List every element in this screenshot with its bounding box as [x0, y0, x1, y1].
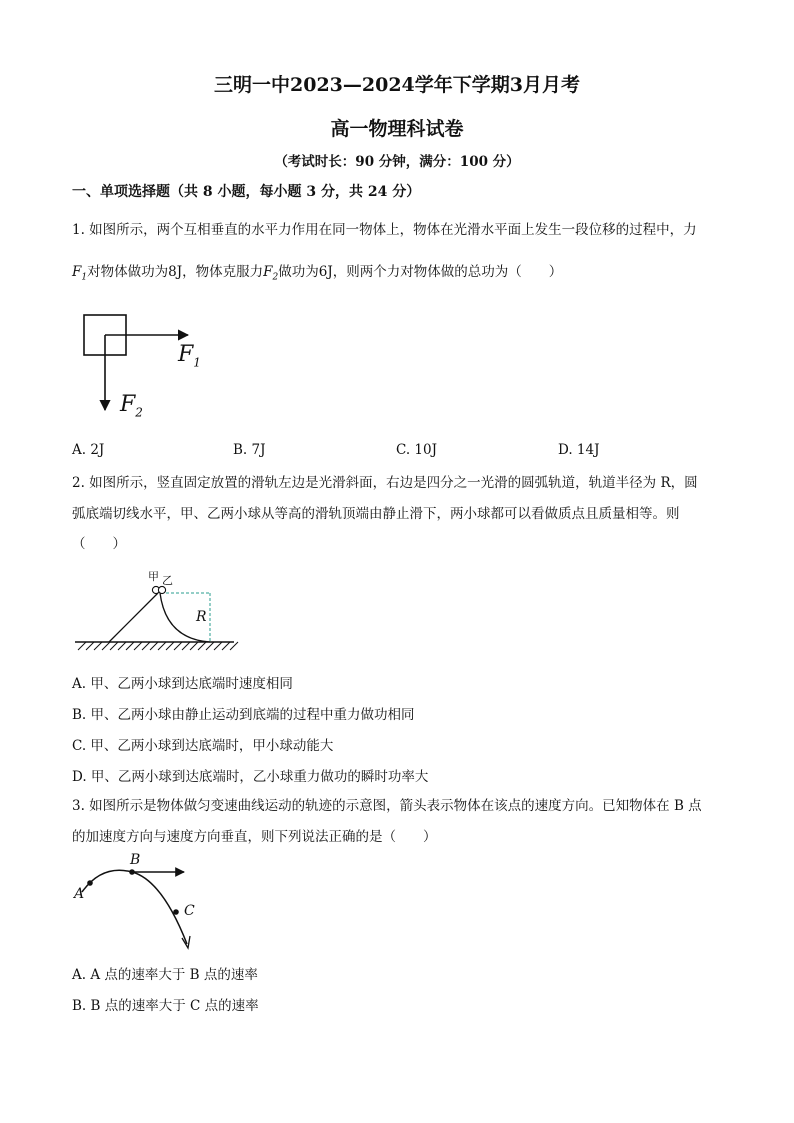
q3-trajectory-diagram [72, 852, 212, 952]
q2-line1: 2. 如图所示，竖直固定放置的滑轨左边是光滑斜面，右边是四分之一光滑的圆弧轨道，轨道半径为 R，圆 [72, 475, 698, 491]
q1-w2: 6J [318, 264, 333, 280]
q2-option-c[interactable]: C. 甲、乙两小球到达底端时，甲小球动能大 [72, 738, 334, 754]
q3-option-b[interactable]: B. B 点的速率大于 C 点的速率 [72, 998, 259, 1014]
q3-trajectory [82, 870, 187, 944]
q3-point-c [173, 909, 179, 915]
q2-label-jia: 甲 [148, 570, 159, 583]
q2-option-a[interactable]: A. 甲、乙两小球到达底端时速度相同 [72, 676, 293, 692]
q3-label-c: C [184, 903, 195, 919]
q1-fig-f2-label: $F_2$ [120, 392, 143, 420]
q1-option-c[interactable]: C. 10J [396, 442, 438, 458]
q1-option-a[interactable]: A. 2J [72, 442, 105, 458]
exam-subject: 高一物理科试卷 [330, 118, 464, 140]
q2-ground-hatch [78, 642, 238, 650]
q3-label-b: B [130, 852, 141, 868]
q1-option-b[interactable]: B. 7J [233, 442, 266, 458]
exam-title: 三明一中2023—2024学年下学期3月月考 [214, 74, 580, 96]
q2-line3: （ ） [72, 536, 126, 552]
exam-info: （考试时长：90 分钟，满分：100 分） [274, 154, 520, 170]
q1-line2: $F_1$对物体做功为8J，物体克服力$F_2$做功为6J，则两个力对物体做的总功为（ ） [72, 264, 563, 283]
q1-fig-f1-label: $F_1$ [178, 342, 201, 370]
q3-line2: 的加速度方向与速度方向垂直，则下列说法正确的是（ ） [72, 829, 437, 845]
q3-point-b [129, 869, 135, 875]
q2-incline [109, 593, 158, 642]
q2-label-r: R [196, 609, 207, 625]
q3-line1: 3. 如图所示是物体做匀变速曲线运动的轨迹的示意图，箭头表示物体在该点的速度方向。已知物体在 B 点 [72, 798, 702, 814]
q1-f1-symbol: $F_1$ [72, 264, 88, 283]
q2-line2: 弧底端切线水平，甲、乙两小球从等高的滑轨顶端由静止滑下，两小球都可以看做质点且质量相等。则 [72, 506, 680, 522]
q2-label-yi: 乙 [162, 574, 173, 587]
section-heading: 一、单项选择题（共 8 小题，每小题 3 分，共 24 分） [72, 184, 421, 200]
q1-f2-symbol: $F_2$ [263, 264, 279, 283]
q3-option-a[interactable]: A. A 点的速率大于 B 点的速率 [72, 967, 258, 983]
q2-option-b[interactable]: B. 甲、乙两小球由静止运动到底端的过程中重力做功相同 [72, 707, 415, 723]
q3-point-a [87, 880, 93, 886]
q2-option-d[interactable]: D. 甲、乙两小球到达底端时，乙小球重力做功的瞬时功率大 [72, 769, 429, 785]
q1-option-d[interactable]: D. 14J [558, 442, 600, 458]
q1-w1: 8J [168, 264, 183, 280]
q3-label-a: A [74, 886, 85, 902]
q1-line1: 1. 如图所示，两个互相垂直的水平力作用在同一物体上，物体在光滑水平面上发生一段位移的过程中，力 [72, 222, 697, 238]
